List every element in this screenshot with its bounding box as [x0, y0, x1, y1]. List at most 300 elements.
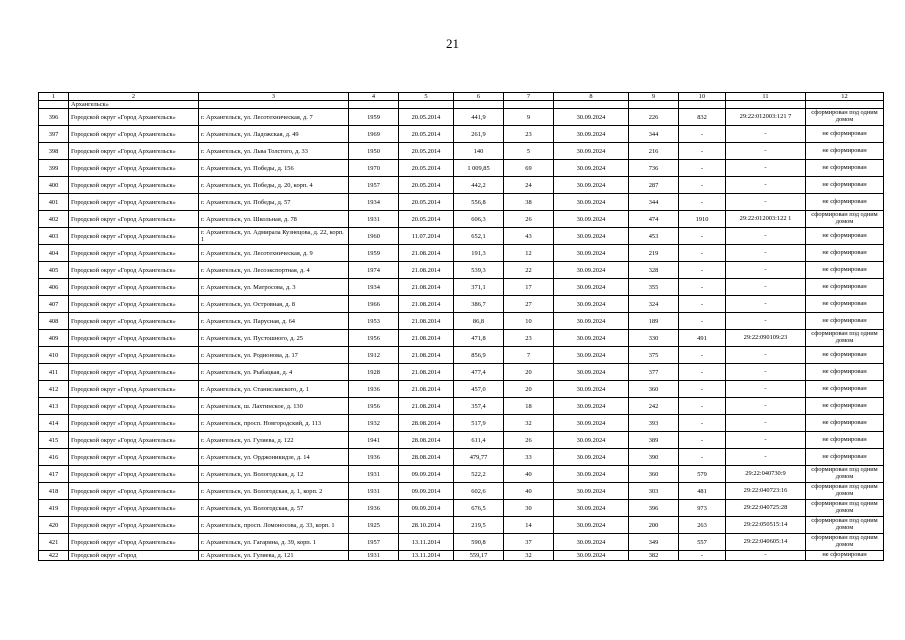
- cell-land-status: не сформирован: [806, 194, 884, 211]
- cell-build-year: 1931: [349, 466, 399, 483]
- table-row: [39, 211, 884, 228]
- cell-cadastre-value: 360: [629, 466, 679, 483]
- cell-cadastral-number: -: [726, 449, 806, 466]
- cell-area: [454, 101, 504, 109]
- cell-land-status: сформирован под одним домом: [806, 211, 884, 228]
- cell-recognition-date: 21.08.2014: [399, 313, 454, 330]
- cell-residents: 9: [504, 109, 554, 126]
- cell-cadastre-value: 453: [629, 228, 679, 245]
- cell-cadastral-number: -: [726, 347, 806, 364]
- cell-land-area: -: [679, 551, 726, 561]
- cell-area: 386,7: [454, 296, 504, 313]
- table-row: [39, 279, 884, 296]
- cell-build-year: 1936: [349, 500, 399, 517]
- cell-residents: 32: [504, 415, 554, 432]
- cell-land-status: не сформирован: [806, 160, 884, 177]
- cell-cadastral-number: -: [726, 279, 806, 296]
- cell-planned-date: 30.09.2024: [554, 126, 629, 143]
- cell-row-number: 398: [39, 143, 69, 160]
- cell-recognition-date: 21.08.2014: [399, 381, 454, 398]
- table-row: [39, 194, 884, 211]
- cell-planned-date: 30.09.2024: [554, 109, 629, 126]
- cell-land-status: не сформирован: [806, 551, 884, 561]
- cell-recognition-date: 21.08.2014: [399, 364, 454, 381]
- cell-planned-date: 30.09.2024: [554, 296, 629, 313]
- cell-address: г. Архангельск, ул. Победы, д. 156: [199, 160, 349, 177]
- cell-municipality: Городской округ «Город Архангельск»: [69, 160, 199, 177]
- cell-land-area: -: [679, 245, 726, 262]
- cell-build-year: 1928: [349, 364, 399, 381]
- cell-land-area: -: [679, 347, 726, 364]
- cell-cadastral-number: -: [726, 245, 806, 262]
- cell-residents: 17: [504, 279, 554, 296]
- cell-build-year: 1956: [349, 398, 399, 415]
- cell-municipality: Городской округ «Город Архангельск»: [69, 245, 199, 262]
- cell-row-number: 412: [39, 381, 69, 398]
- cell-planned-date: 8: [554, 93, 629, 101]
- cell-address: [199, 101, 349, 109]
- cell-cadastral-number: -: [726, 126, 806, 143]
- cell-build-year: 1936: [349, 449, 399, 466]
- cell-land-status: сформирован под одним домом: [806, 483, 884, 500]
- cell-recognition-date: 09.09.2014: [399, 483, 454, 500]
- cell-planned-date: 30.09.2024: [554, 381, 629, 398]
- cell-address: г. Архангельск, просп. Ломоносова, д. 33, корп. 1: [199, 517, 349, 534]
- cell-land-area: -: [679, 398, 726, 415]
- table-row: [39, 245, 884, 262]
- cell-build-year: 1931: [349, 211, 399, 228]
- cell-municipality: Городской округ «Город Архангельск»: [69, 415, 199, 432]
- table-row: [39, 551, 884, 561]
- cell-cadastral-number: 29:22:040605:14: [726, 534, 806, 551]
- cell-row-number: 400: [39, 177, 69, 194]
- cell-land-area: 832: [679, 109, 726, 126]
- cell-address: г. Архангельск, ул. Победы, д. 57: [199, 194, 349, 211]
- cell-residents: 26: [504, 432, 554, 449]
- cell-land-status: не сформирован: [806, 262, 884, 279]
- cell-cadastral-number: 29:22:012003:121 7: [726, 109, 806, 126]
- cell-address: г. Архангельск, ул. Пустошного, д. 25: [199, 330, 349, 347]
- cell-cadastre-value: 474: [629, 211, 679, 228]
- cell-land-area: -: [679, 381, 726, 398]
- cell-address: г. Архангельск, ул. Адмирала Кузнецова, д. 22, корп. 1: [199, 228, 349, 245]
- cell-row-number: 409: [39, 330, 69, 347]
- cell-recognition-date: 21.08.2014: [399, 347, 454, 364]
- cell-residents: 33: [504, 449, 554, 466]
- cell-municipality: Архангельск»: [69, 101, 199, 109]
- continuation-row: [39, 101, 884, 109]
- cell-area: 556,8: [454, 194, 504, 211]
- cell-build-year: 1953: [349, 313, 399, 330]
- cell-address: г. Архангельск, ул. Лесотехническая, д. 9: [199, 245, 349, 262]
- cell-land-area: -: [679, 126, 726, 143]
- table-row: [39, 466, 884, 483]
- cell-recognition-date: 11.07.2014: [399, 228, 454, 245]
- cell-residents: 23: [504, 330, 554, 347]
- cell-residents: 27: [504, 296, 554, 313]
- cell-residents: 30: [504, 500, 554, 517]
- cell-land-status: не сформирован: [806, 177, 884, 194]
- cell-land-area: -: [679, 449, 726, 466]
- cell-recognition-date: 09.09.2014: [399, 500, 454, 517]
- cell-area: 652,1: [454, 228, 504, 245]
- cell-row-number: 396: [39, 109, 69, 126]
- table-row: [39, 415, 884, 432]
- cell-cadastral-number: -: [726, 432, 806, 449]
- cell-build-year: 1936: [349, 381, 399, 398]
- cell-land-area: 263: [679, 517, 726, 534]
- cell-cadastre-value: [629, 101, 679, 109]
- cell-cadastre-value: 390: [629, 449, 679, 466]
- cell-residents: 10: [504, 313, 554, 330]
- table-row: [39, 160, 884, 177]
- cell-cadastral-number: -: [726, 381, 806, 398]
- cell-planned-date: 30.09.2024: [554, 279, 629, 296]
- cell-row-number: 402: [39, 211, 69, 228]
- cell-area: 606,3: [454, 211, 504, 228]
- cell-residents: 24: [504, 177, 554, 194]
- cell-address: г. Архангельск, ш. Лахтинское, д. 130: [199, 398, 349, 415]
- table-row: [39, 313, 884, 330]
- cell-cadastral-number: -: [726, 177, 806, 194]
- cell-planned-date: 30.09.2024: [554, 330, 629, 347]
- cell-planned-date: 30.09.2024: [554, 245, 629, 262]
- cell-land-area: -: [679, 279, 726, 296]
- cell-area: 1 009,85: [454, 160, 504, 177]
- cell-row-number: 401: [39, 194, 69, 211]
- cell-row-number: 1: [39, 93, 69, 101]
- cell-address: г. Архангельск, ул. Победы, д. 20, корп. 4: [199, 177, 349, 194]
- table-row: [39, 381, 884, 398]
- cell-planned-date: 30.09.2024: [554, 228, 629, 245]
- cell-cadastral-number: 29:22:040723:16: [726, 483, 806, 500]
- cell-land-status: не сформирован: [806, 398, 884, 415]
- cell-land-area: -: [679, 262, 726, 279]
- cell-build-year: 1974: [349, 262, 399, 279]
- cell-build-year: 1931: [349, 483, 399, 500]
- cell-area: 479,77: [454, 449, 504, 466]
- table-row: [39, 347, 884, 364]
- cell-build-year: 1960: [349, 228, 399, 245]
- cell-row-number: [39, 101, 69, 109]
- cell-planned-date: 30.09.2024: [554, 194, 629, 211]
- cell-planned-date: 30.09.2024: [554, 517, 629, 534]
- cell-residents: 7: [504, 93, 554, 101]
- header-row: [39, 93, 884, 101]
- cell-area: 371,1: [454, 279, 504, 296]
- cell-row-number: 403: [39, 228, 69, 245]
- cell-land-status: не сформирован: [806, 245, 884, 262]
- cell-address: г. Архангельск, ул. Рыбацкая, д. 4: [199, 364, 349, 381]
- cell-planned-date: 30.09.2024: [554, 177, 629, 194]
- cell-cadastre-value: 377: [629, 364, 679, 381]
- cell-area: 559,17: [454, 551, 504, 561]
- cell-build-year: 1959: [349, 109, 399, 126]
- cell-cadastre-value: 200: [629, 517, 679, 534]
- cell-residents: 18: [504, 398, 554, 415]
- cell-municipality: Городской округ «Город Архангельск»: [69, 483, 199, 500]
- cell-land-status: не сформирован: [806, 381, 884, 398]
- cell-row-number: 407: [39, 296, 69, 313]
- cell-recognition-date: 21.08.2014: [399, 398, 454, 415]
- cell-address: г. Архангельск, ул. Вологодская, д. 57: [199, 500, 349, 517]
- cell-cadastral-number: -: [726, 364, 806, 381]
- cell-land-status: не сформирован: [806, 279, 884, 296]
- cell-municipality: Городской округ «Город Архангельск»: [69, 500, 199, 517]
- table-row: [39, 296, 884, 313]
- cell-build-year: 1932: [349, 415, 399, 432]
- cell-row-number: 406: [39, 279, 69, 296]
- cell-land-area: -: [679, 228, 726, 245]
- cell-build-year: 4: [349, 93, 399, 101]
- cell-land-area: -: [679, 432, 726, 449]
- cell-land-status: сформирован под одним домом: [806, 517, 884, 534]
- cell-row-number: 414: [39, 415, 69, 432]
- cell-municipality: Городской округ «Город Архангельск»: [69, 517, 199, 534]
- cell-row-number: 419: [39, 500, 69, 517]
- cell-build-year: 1957: [349, 177, 399, 194]
- cell-land-area: -: [679, 143, 726, 160]
- cell-build-year: 1931: [349, 551, 399, 561]
- cell-recognition-date: 28.08.2014: [399, 449, 454, 466]
- cell-address: г. Архангельск, ул. Орджоникидзе, д. 14: [199, 449, 349, 466]
- cell-area: 676,5: [454, 500, 504, 517]
- cell-planned-date: 30.09.2024: [554, 313, 629, 330]
- cell-municipality: Городской округ «Город Архангельск»: [69, 347, 199, 364]
- cell-row-number: 420: [39, 517, 69, 534]
- cell-address: г. Архангельск, ул. Матросова, д. 3: [199, 279, 349, 296]
- cell-recognition-date: 28.08.2014: [399, 432, 454, 449]
- cell-cadastre-value: 396: [629, 500, 679, 517]
- cell-cadastral-number: -: [726, 194, 806, 211]
- cell-municipality: Городской округ «Город Архангельск»: [69, 194, 199, 211]
- cell-land-status: не сформирован: [806, 296, 884, 313]
- cell-planned-date: 30.09.2024: [554, 415, 629, 432]
- cell-municipality: Городской округ «Город Архангельск»: [69, 228, 199, 245]
- cell-recognition-date: [399, 101, 454, 109]
- cell-cadastral-number: 29:22:090109:23: [726, 330, 806, 347]
- cell-recognition-date: 21.08.2014: [399, 330, 454, 347]
- cell-address: г. Архангельск, ул. Льва Толстого, д. 33: [199, 143, 349, 160]
- cell-recognition-date: 28.10.2014: [399, 517, 454, 534]
- cell-land-status: не сформирован: [806, 415, 884, 432]
- cell-area: 539,3: [454, 262, 504, 279]
- cell-land-status: сформирован под одним домом: [806, 330, 884, 347]
- cell-recognition-date: 13.11.2014: [399, 551, 454, 561]
- cell-cadastral-number: 29:22:040725:28: [726, 500, 806, 517]
- cell-row-number: 417: [39, 466, 69, 483]
- cell-address: г. Архангельск, ул. Лесоэкспортная, д. 4: [199, 262, 349, 279]
- cell-cadastral-number: -: [726, 143, 806, 160]
- cell-cadastre-value: 736: [629, 160, 679, 177]
- cell-cadastral-number: -: [726, 296, 806, 313]
- cell-area: 191,3: [454, 245, 504, 262]
- cell-land-status: не сформирован: [806, 364, 884, 381]
- cell-recognition-date: 20.05.2014: [399, 143, 454, 160]
- cell-land-status: не сформирован: [806, 432, 884, 449]
- cell-residents: 23: [504, 126, 554, 143]
- cell-area: 6: [454, 93, 504, 101]
- cell-recognition-date: 5: [399, 93, 454, 101]
- cell-row-number: 405: [39, 262, 69, 279]
- cell-recognition-date: 13.11.2014: [399, 534, 454, 551]
- cell-land-area: [679, 101, 726, 109]
- cell-address: г. Архангельск, ул. Школьная, д. 78: [199, 211, 349, 228]
- cell-area: 441,9: [454, 109, 504, 126]
- table-row: [39, 228, 884, 245]
- cell-residents: 69: [504, 160, 554, 177]
- cell-land-status: не сформирован: [806, 313, 884, 330]
- cell-build-year: 1941: [349, 432, 399, 449]
- cell-area: 477,4: [454, 364, 504, 381]
- cell-land-status: не сформирован: [806, 228, 884, 245]
- cell-address: г. Архангельск, ул. Лесотехническая, д. 7: [199, 109, 349, 126]
- cell-area: 457,0: [454, 381, 504, 398]
- cell-area: 590,8: [454, 534, 504, 551]
- cell-land-status: сформирован под одним домом: [806, 534, 884, 551]
- cell-residents: 38: [504, 194, 554, 211]
- cell-municipality: Городской округ «Город Архангельск»: [69, 109, 199, 126]
- cell-build-year: 1912: [349, 347, 399, 364]
- cell-planned-date: 30.09.2024: [554, 364, 629, 381]
- cell-residents: 20: [504, 364, 554, 381]
- cell-municipality: Городской округ «Город: [69, 551, 199, 561]
- cell-residents: 14: [504, 517, 554, 534]
- cell-land-status: сформирован под одним домом: [806, 466, 884, 483]
- cell-recognition-date: 20.05.2014: [399, 160, 454, 177]
- cell-cadastre-value: 382: [629, 551, 679, 561]
- cell-cadastral-number: -: [726, 551, 806, 561]
- cell-land-area: 1910: [679, 211, 726, 228]
- cell-address: г. Архангельск, ул. Станиславского, д. 1: [199, 381, 349, 398]
- cell-land-area: -: [679, 364, 726, 381]
- cell-cadastre-value: 9: [629, 93, 679, 101]
- cell-municipality: Городской округ «Город Архангельск»: [69, 262, 199, 279]
- cell-municipality: Городской округ «Город Архангельск»: [69, 449, 199, 466]
- table-row: [39, 398, 884, 415]
- cell-planned-date: 30.09.2024: [554, 432, 629, 449]
- cell-planned-date: 30.09.2024: [554, 534, 629, 551]
- cell-land-status: не сформирован: [806, 126, 884, 143]
- table-row: [39, 330, 884, 347]
- cell-municipality: Городской округ «Город Архангельск»: [69, 330, 199, 347]
- cell-cadastral-number: 29:22:012003:122 1: [726, 211, 806, 228]
- table-row: [39, 449, 884, 466]
- cell-row-number: 415: [39, 432, 69, 449]
- cell-land-area: -: [679, 313, 726, 330]
- cell-residents: 26: [504, 211, 554, 228]
- cell-planned-date: 30.09.2024: [554, 211, 629, 228]
- cell-address: г. Архангельск, ул. Вологодская, д. 12: [199, 466, 349, 483]
- cell-address: г. Архангельск, ул. Ладожская, д. 49: [199, 126, 349, 143]
- table-row: [39, 262, 884, 279]
- cell-cadastre-value: 360: [629, 381, 679, 398]
- cell-municipality: Городской округ «Город Архангельск»: [69, 432, 199, 449]
- cell-land-status: сформирован под одним домом: [806, 109, 884, 126]
- cell-cadastre-value: 324: [629, 296, 679, 313]
- cell-land-area: -: [679, 415, 726, 432]
- cell-recognition-date: 20.05.2014: [399, 177, 454, 194]
- table-row: [39, 177, 884, 194]
- cell-residents: 20: [504, 381, 554, 398]
- cell-planned-date: 30.09.2024: [554, 449, 629, 466]
- cell-row-number: 397: [39, 126, 69, 143]
- cell-build-year: 1934: [349, 194, 399, 211]
- cell-cadastre-value: 344: [629, 126, 679, 143]
- cell-municipality: Городской округ «Город Архангельск»: [69, 313, 199, 330]
- table-row: [39, 143, 884, 160]
- cell-recognition-date: 21.08.2014: [399, 296, 454, 313]
- cell-municipality: Городской округ «Город Архангельск»: [69, 279, 199, 296]
- cell-residents: 5: [504, 143, 554, 160]
- cell-address: г. Архангельск, ул. Гуляева, д. 122: [199, 432, 349, 449]
- cell-cadastre-value: 287: [629, 177, 679, 194]
- cell-municipality: Городской округ «Город Архангельск»: [69, 143, 199, 160]
- cell-residents: 37: [504, 534, 554, 551]
- cell-land-area: 973: [679, 500, 726, 517]
- cell-cadastre-value: 393: [629, 415, 679, 432]
- cell-cadastre-value: 189: [629, 313, 679, 330]
- cell-recognition-date: 21.08.2014: [399, 262, 454, 279]
- cell-land-area: 579: [679, 466, 726, 483]
- cell-cadastre-value: 330: [629, 330, 679, 347]
- cell-planned-date: 30.09.2024: [554, 160, 629, 177]
- cell-residents: 32: [504, 551, 554, 561]
- cell-cadastral-number: -: [726, 160, 806, 177]
- cell-area: 140: [454, 143, 504, 160]
- cell-area: 471,8: [454, 330, 504, 347]
- table-row: [39, 364, 884, 381]
- cell-planned-date: 30.09.2024: [554, 466, 629, 483]
- cell-build-year: 1956: [349, 330, 399, 347]
- cell-cadastre-value: 344: [629, 194, 679, 211]
- cell-cadastre-value: 389: [629, 432, 679, 449]
- table-row: [39, 126, 884, 143]
- cell-cadastre-value: 355: [629, 279, 679, 296]
- cell-recognition-date: 20.05.2014: [399, 194, 454, 211]
- cell-area: 261,9: [454, 126, 504, 143]
- cell-municipality: Городской округ «Город Архангельск»: [69, 211, 199, 228]
- cell-residents: 7: [504, 347, 554, 364]
- cell-residents: 40: [504, 483, 554, 500]
- cell-land-area: -: [679, 160, 726, 177]
- cell-residents: 12: [504, 245, 554, 262]
- table-row: [39, 517, 884, 534]
- housing-register-table: [38, 92, 884, 561]
- cell-planned-date: 30.09.2024: [554, 347, 629, 364]
- cell-cadastre-value: 328: [629, 262, 679, 279]
- table-row: [39, 432, 884, 449]
- cell-address: г. Архангельск, ул. Вологодская, д. 1, корп. 2: [199, 483, 349, 500]
- cell-cadastre-value: 303: [629, 483, 679, 500]
- cell-recognition-date: 09.09.2014: [399, 466, 454, 483]
- cell-recognition-date: 21.08.2014: [399, 245, 454, 262]
- cell-build-year: 1925: [349, 517, 399, 534]
- cell-area: 602,6: [454, 483, 504, 500]
- cell-municipality: Городской округ «Город Архангельск»: [69, 381, 199, 398]
- cell-municipality: Городской округ «Город Архангельск»: [69, 177, 199, 194]
- cell-build-year: 1959: [349, 245, 399, 262]
- cell-planned-date: [554, 101, 629, 109]
- cell-residents: 40: [504, 466, 554, 483]
- cell-land-status: сформирован под одним домом: [806, 500, 884, 517]
- cell-planned-date: 30.09.2024: [554, 500, 629, 517]
- cell-land-status: 12: [806, 93, 884, 101]
- cell-cadastre-value: 349: [629, 534, 679, 551]
- cell-recognition-date: 28.08.2014: [399, 415, 454, 432]
- cell-row-number: 408: [39, 313, 69, 330]
- cell-cadastral-number: -: [726, 262, 806, 279]
